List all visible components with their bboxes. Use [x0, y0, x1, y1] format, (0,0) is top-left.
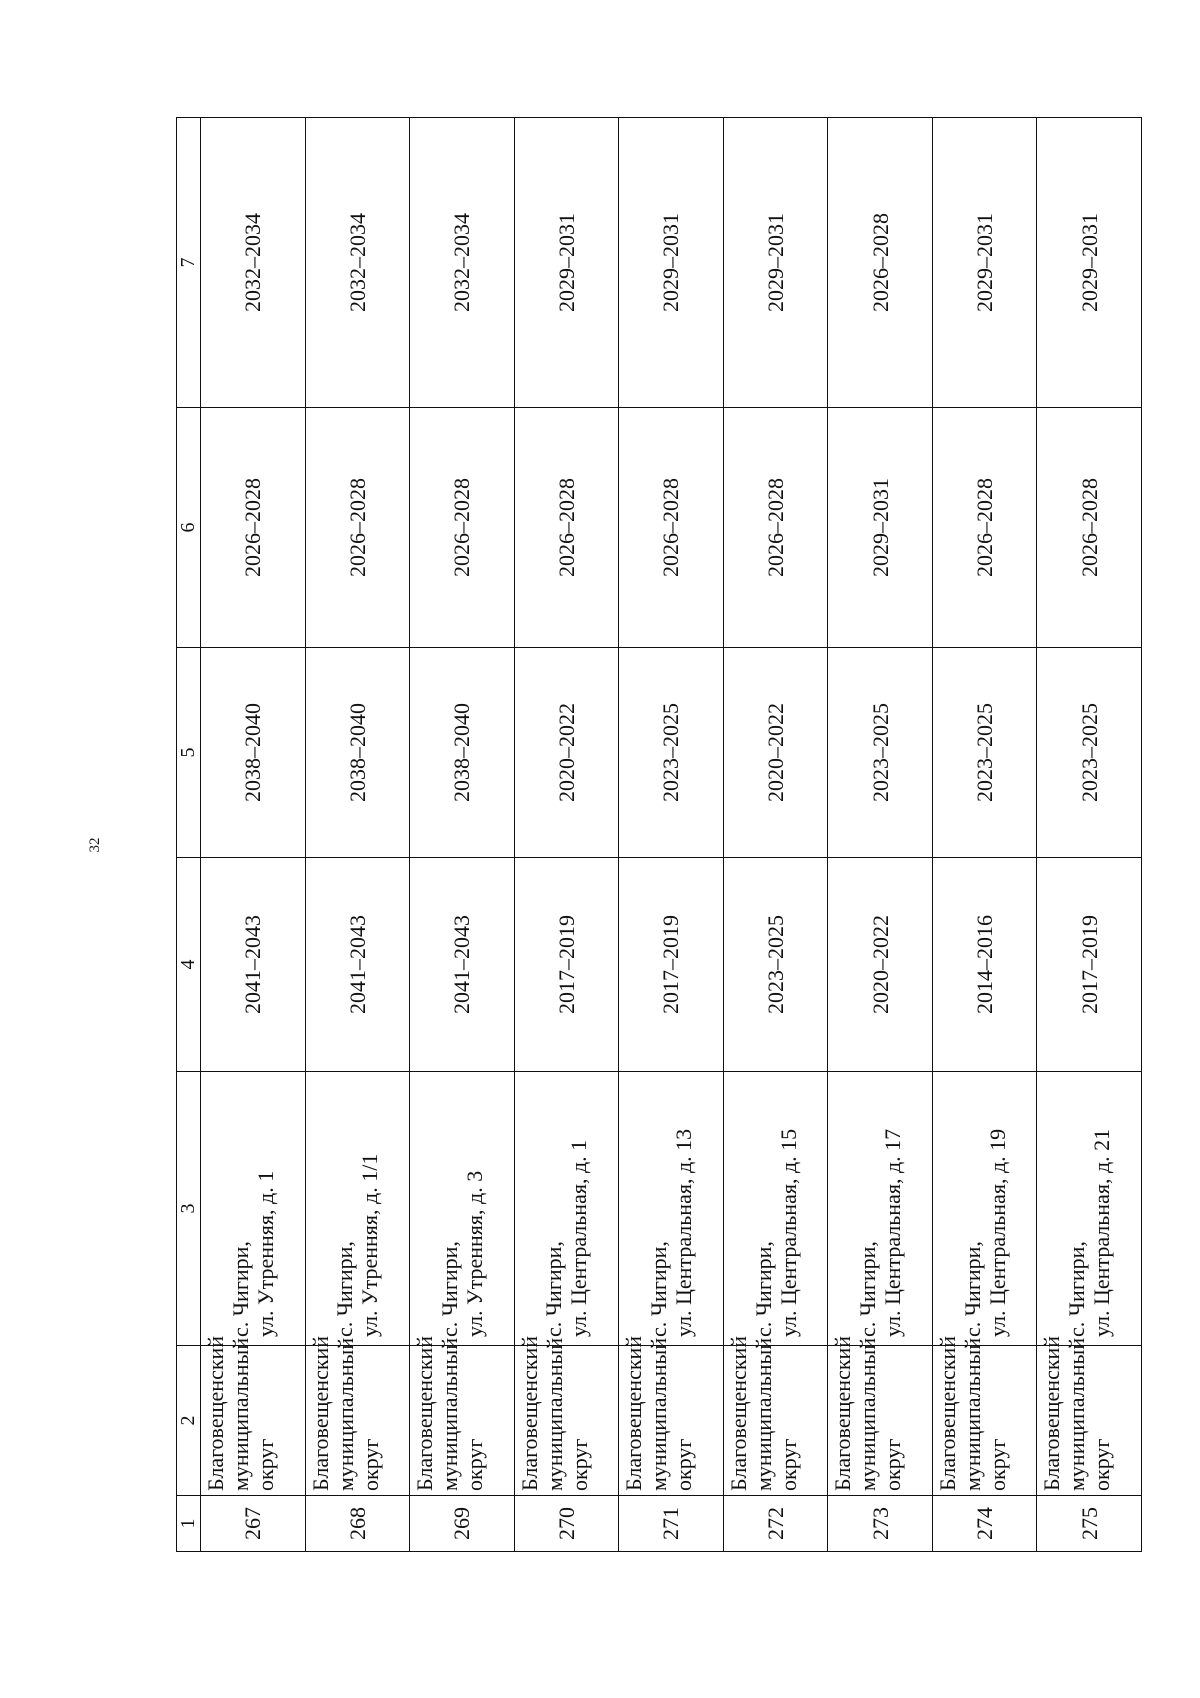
rotated-table-container: [176, 118, 1142, 1552]
address-line: с. Чигири,: [227, 1241, 253, 1337]
period-col-6: 2026–2028: [514, 408, 619, 648]
district-line: Благовещенский: [621, 1335, 647, 1491]
district-cell: [410, 1335, 515, 1496]
district-line: округ: [566, 1438, 592, 1491]
address-line: с. Чигири,: [541, 1241, 567, 1337]
period-col-5: 2023–2025: [1037, 648, 1142, 858]
district-line: Благовещенский: [830, 1335, 856, 1491]
district-line: округ: [671, 1438, 697, 1491]
district-cell: [619, 1335, 724, 1496]
period-col-7: 2032–2034: [410, 118, 515, 408]
district-line: Благовещенский: [307, 1335, 333, 1491]
district-line: муниципальный: [541, 1337, 567, 1491]
address-line: ул. Центральная, д. 1: [566, 1139, 592, 1337]
address-line: ул. Центральная, д. 15: [775, 1128, 801, 1337]
row-number: 268: [305, 1496, 410, 1552]
row-number: 269: [410, 1496, 515, 1552]
header-col-6: 6: [177, 408, 201, 648]
address-cell: [1037, 1072, 1142, 1346]
district-line: Благовещенский: [934, 1335, 960, 1491]
period-col-5: 2023–2025: [619, 648, 724, 858]
district-cell: [932, 1335, 1037, 1496]
table-row: [1037, 118, 1142, 1552]
period-col-7: 2029–2031: [723, 118, 828, 408]
table-row: [514, 118, 619, 1552]
page-number: 32: [87, 837, 103, 853]
address-line: ул. Утренняя, д. 1/1: [357, 1153, 383, 1337]
district-line: муниципальный: [959, 1337, 985, 1491]
period-col-7: 2029–2031: [932, 118, 1037, 408]
period-col-5: 2020–2022: [514, 648, 619, 858]
address-cell: [410, 1072, 515, 1346]
period-col-5: 2023–2025: [828, 648, 933, 858]
header-col-4: 4: [177, 858, 201, 1072]
district-line: муниципальный: [750, 1337, 776, 1491]
address-line: ул. Центральная, д. 21: [1089, 1128, 1115, 1337]
header-col-1: 1: [177, 1496, 201, 1552]
address-line: с. Чигири,: [855, 1241, 881, 1337]
district-line: муниципальный: [332, 1337, 358, 1491]
district-cell: [201, 1335, 306, 1496]
district-line: муниципальный: [1064, 1337, 1090, 1491]
period-col-4: 2020–2022: [828, 858, 933, 1072]
address-cell: [201, 1072, 306, 1346]
period-col-5: 2038–2040: [305, 648, 410, 858]
period-col-6: 2026–2028: [305, 408, 410, 648]
period-col-5: 2023–2025: [932, 648, 1037, 858]
period-col-6: 2026–2028: [1037, 408, 1142, 648]
period-col-5: 2038–2040: [201, 648, 306, 858]
row-number: 271: [619, 1496, 724, 1552]
district-line: Благовещенский: [412, 1335, 438, 1491]
district-cell: [1037, 1335, 1142, 1496]
address-line: с. Чигири,: [645, 1241, 671, 1337]
address-line: с. Чигири,: [1064, 1241, 1090, 1337]
address-line: ул. Центральная, д. 17: [880, 1128, 906, 1337]
period-col-7: 2029–2031: [619, 118, 724, 408]
address-cell: [932, 1072, 1037, 1346]
address-line: ул. Центральная, д. 19: [984, 1128, 1010, 1337]
header-col-5: 5: [177, 648, 201, 858]
period-col-4: 2017–2019: [619, 858, 724, 1072]
period-col-4: 2014–2016: [932, 858, 1037, 1072]
period-col-7: 2029–2031: [1037, 118, 1142, 408]
address-cell: [723, 1072, 828, 1346]
address-line: с. Чигири,: [436, 1241, 462, 1337]
period-col-6: 2026–2028: [619, 408, 724, 648]
table-row: [619, 118, 724, 1552]
period-col-7: 2032–2034: [305, 118, 410, 408]
period-col-4: 2041–2043: [201, 858, 306, 1072]
period-col-4: 2023–2025: [723, 858, 828, 1072]
address-line: с. Чигири,: [332, 1241, 358, 1337]
address-line: ул. Центральная, д. 13: [670, 1128, 696, 1337]
header-col-7: 7: [177, 118, 201, 408]
district-line: муниципальный: [437, 1337, 463, 1491]
schedule-table: [176, 117, 1142, 1552]
table-row: [828, 118, 933, 1552]
period-col-4: 2041–2043: [305, 858, 410, 1072]
row-number: 270: [514, 1496, 619, 1552]
address-cell: [514, 1072, 619, 1346]
district-line: округ: [462, 1438, 488, 1491]
period-col-4: 2017–2019: [514, 858, 619, 1072]
address-line: ул. Утренняя, д. 1: [252, 1170, 278, 1337]
district-cell: [514, 1335, 619, 1496]
period-col-5: 2038–2040: [410, 648, 515, 858]
header-col-2: 2: [177, 1346, 201, 1496]
district-cell: [723, 1335, 828, 1496]
period-col-7: 2029–2031: [514, 118, 619, 408]
table-wrapper: [176, 118, 1200, 1540]
district-line: Благовещенский: [1039, 1335, 1065, 1491]
district-cell: [828, 1335, 933, 1496]
table-row: [201, 118, 306, 1552]
period-col-6: 2029–2031: [828, 408, 933, 648]
row-number: 274: [932, 1496, 1037, 1552]
period-col-6: 2026–2028: [723, 408, 828, 648]
address-cell: [828, 1072, 933, 1346]
row-number: 272: [723, 1496, 828, 1552]
period-col-4: 2041–2043: [410, 858, 515, 1072]
period-col-6: 2026–2028: [201, 408, 306, 648]
table-row: [723, 118, 828, 1552]
table-row: [305, 118, 410, 1552]
period-col-5: 2020–2022: [723, 648, 828, 858]
period-col-4: 2017–2019: [1037, 858, 1142, 1072]
address-cell: [305, 1072, 410, 1346]
district-line: округ: [775, 1438, 801, 1491]
address-line: с. Чигири,: [959, 1241, 985, 1337]
district-cell: [305, 1335, 410, 1496]
district-line: округ: [1089, 1438, 1115, 1491]
period-col-6: 2026–2028: [932, 408, 1037, 648]
district-line: муниципальный: [855, 1337, 881, 1491]
district-line: округ: [357, 1438, 383, 1491]
header-col-3: 3: [177, 1072, 201, 1346]
district-line: муниципальный: [646, 1337, 672, 1491]
period-col-7: 2026–2028: [828, 118, 933, 408]
row-number: 275: [1037, 1496, 1142, 1552]
district-line: округ: [984, 1438, 1010, 1491]
district-line: округ: [880, 1438, 906, 1491]
table-body: [201, 118, 1142, 1552]
row-number: 273: [828, 1496, 933, 1552]
period-col-7: 2032–2034: [201, 118, 306, 408]
district-line: муниципальный: [228, 1337, 253, 1491]
header-row: [177, 118, 201, 1552]
table-row: [932, 118, 1037, 1552]
row-number: 267: [201, 1496, 306, 1552]
district-line: округ: [253, 1438, 278, 1491]
district-line: Благовещенский: [516, 1335, 542, 1491]
district-line: Благовещенский: [725, 1335, 751, 1491]
period-col-6: 2026–2028: [410, 408, 515, 648]
table-row: [410, 118, 515, 1552]
address-line: с. Чигири,: [750, 1241, 776, 1337]
address-line: ул. Утренняя, д. 3: [461, 1170, 487, 1337]
address-cell: [619, 1072, 724, 1346]
district-line: Благовещенский: [203, 1335, 228, 1491]
